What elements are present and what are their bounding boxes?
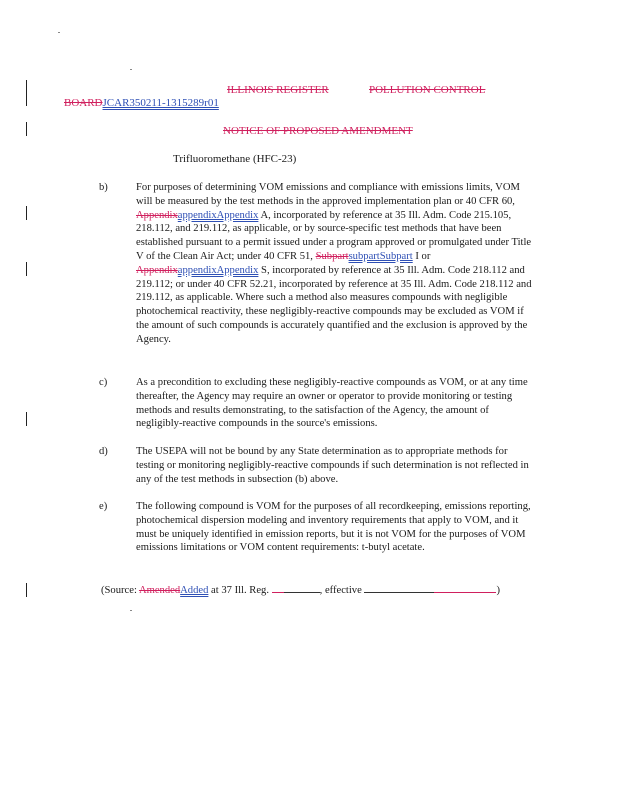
paragraph-text: As a precondition to excluding these negligibly-reactive compounds as VOM, or at any time thereafter, the Agency may require an owner or operator to provide monitoring or testing methods and results demonstrating, to the satisfaction of the Agency, the amount of negligibly-reactive compounds in the source's emissions. [136,377,528,430]
board-header-line2 [64,97,219,110]
board-title-deleted: POLLUTION CONTROL [369,84,486,96]
register-header [227,84,329,97]
date-blank [434,583,496,593]
paragraph-text: The following compound is VOM for the purposes of all recordkeeping, emissions reporting, photochemical dispersion modeling and inventory requirements that apply to VOM, and it must be uniquely identified in emission reports, but it is not VOM for the purposes of VOM emissions limitations or VOM content requirements: t-butyl acetate. [136,501,531,554]
paragraph-label: e) [99,501,108,512]
inserted-text: subpartSubpart [348,250,413,262]
paragraph-label: c) [99,377,108,388]
date-blank [364,583,434,593]
paragraph-text: For purposes of determining VOM emissions and compliance with emissions limits, VOM will be measured by the test methods in the approved implementation plan or 40 CFR 60, AppendixappendixAppendix A, incorporated by reference at 35 Ill. Adm. Code 215.105, 218.112, and 219.112, as applicable, or by source-specific test methods that have been established pursuant to a permit issued under a program approved or promulgated under Title V of the Clean Air Act; under 40 CFR 51, SubpartsubpartSubpart I or AppendixappendixAppendix S, incorporated by reference at 35 Ill. Adm. Code 218.112 and 219.112; or under 40 CFR 52.21, incorporated by reference at 35 Ill. Adm. Code 218.112 and 219.112, as applicable. Where such a method also measures compounds with negligible photochemical reactivity, these negligibly-reactive compounds may be excluded as VOM if the amount of such compounds is accurately quantified and the exclusion is approved by the Agency. [136,182,532,345]
change-bar [26,122,27,136]
deleted-text: Appendix [136,264,178,276]
deleted-text: Amended [138,585,181,596]
scan-speck [58,32,60,33]
deleted-text: Subpart [315,250,349,262]
change-bar [26,262,27,276]
deleted-text: Appendix [136,209,178,221]
scan-speck [130,610,132,611]
compound-name-text: Trifluoromethane (HFC-23) [173,153,297,165]
source-note: (Source: AmendedAdded at 37 Ill. Reg. , effective ) [101,585,500,596]
paragraph-label: d) [99,446,108,457]
jcar-id-inserted: JCAR350211-1315289r01 [102,97,219,109]
change-bar [26,412,27,426]
notice-title-deleted: NOTICE OF PROPOSED AMENDMENT [223,125,413,137]
register-title-deleted: ILLINOIS REGISTER [227,84,329,96]
change-bar [26,80,27,106]
paragraph-text: The USEPA will not be bound by any State determination as to appropriate methods for testing or monitoring negligibly-reactive compounds if such determination is not reflected in any of the test methods in subsection (b) above. [136,446,529,485]
paragraph-label: b) [99,182,108,193]
board-title-deleted-2: BOARD [64,97,103,109]
change-bar [26,583,27,597]
inserted-text: Added [180,585,209,596]
notice-header [223,125,413,138]
board-header [369,84,485,97]
compound-name [173,153,296,166]
change-bar [26,206,27,220]
scan-speck [130,69,132,70]
volume-blank [284,583,320,593]
volume-blank [272,583,284,593]
inserted-text: appendixAppendix [177,264,259,276]
inserted-text: appendixAppendix [177,209,259,221]
